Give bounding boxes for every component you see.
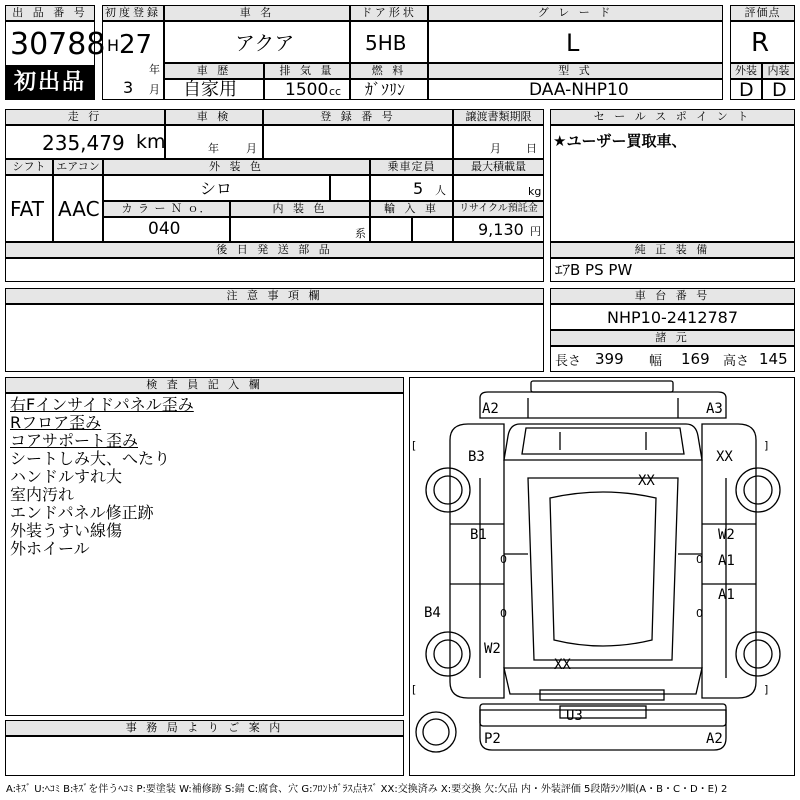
specs-label: 諸 元 <box>550 330 795 346</box>
later-parts-cell <box>5 258 544 282</box>
lot-number: 30788 <box>10 27 106 62</box>
inspection-month-unit: 月 <box>246 142 257 155</box>
height-label: 高さ <box>723 354 750 369</box>
exterior-color: シロ <box>200 179 233 198</box>
import-cell-a <box>370 217 412 242</box>
recycle-deposit: 9,130 <box>478 220 524 239</box>
inspector-note-line: ハンドルすれ大 <box>10 467 123 486</box>
zero-mark-left-lower: 0 <box>500 607 507 620</box>
transfer-deadline-label: 譲渡書類期限 <box>453 109 544 125</box>
sales-point-cell <box>550 125 795 242</box>
shift-cell <box>5 175 53 242</box>
later-parts-label: 後 日 発 送 部 品 <box>5 242 544 258</box>
color-number-label: カ ラ ー Ｎ ｏ． <box>103 201 230 217</box>
inspector-note-line: 右Fインサイドパネル歪み <box>10 395 194 414</box>
exterior-color-label: 外 装 色 <box>103 159 370 175</box>
history-label: 車 歴 <box>164 63 264 79</box>
bracket-right-bottom: ] <box>764 683 769 696</box>
first-registration-label: 初度登録 <box>102 5 164 21</box>
width-value: 169 <box>681 350 710 368</box>
sales-point-text: ★ユーザー買取車、 <box>553 132 687 150</box>
car-name-label: 車 名 <box>164 5 350 21</box>
lot-number-cell <box>5 21 106 66</box>
fuel: ｶﾞｿﾘﾝ <box>365 80 406 99</box>
inspector-note-line: 外装うすい線傷 <box>10 521 123 540</box>
capacity-label: 乗車定員 <box>370 159 453 175</box>
import-label: 輸 入 車 <box>370 201 453 217</box>
bracket-right-top: ] <box>764 439 769 452</box>
displacement-unit: cc <box>329 85 342 98</box>
shift-label: シフト <box>5 159 53 175</box>
grade-label: グ レ ー ド <box>428 5 723 21</box>
grade-cell <box>428 21 723 63</box>
exterior-color-cell <box>103 175 330 201</box>
first-listing-badge: 初出品 <box>5 66 95 100</box>
specs-cell <box>550 346 795 372</box>
era-letter: H <box>107 36 120 55</box>
mileage-cell <box>5 125 165 159</box>
door-type-label: ドア形状 <box>350 5 428 21</box>
dmg-a2-front: A2 <box>482 401 499 417</box>
interior-color-label: 内 装 色 <box>230 201 370 217</box>
fuel-label: 燃 料 <box>350 63 428 79</box>
score: R <box>751 28 770 58</box>
dmg-p2: P2 <box>484 731 501 747</box>
chassis-number-label: 車 台 番 号 <box>550 288 795 304</box>
inspection-year-unit: 年 <box>208 142 219 155</box>
bracket-left-top: [ <box>412 439 417 452</box>
recycle-cell <box>453 217 544 242</box>
inspector-note-line: コアサポート歪み <box>10 431 139 450</box>
aircon-cell <box>53 175 103 242</box>
color-number: 040 <box>148 219 181 239</box>
capacity: 5 <box>413 179 424 198</box>
mileage: 235,479 <box>42 131 125 155</box>
exterior-grade-label: 外装 <box>730 63 762 79</box>
first-registration-cell <box>102 21 164 100</box>
interior-color-suffix: 系 <box>355 227 366 240</box>
dmg-a1-right-lower: A1 <box>718 587 735 603</box>
max-load-unit: kg <box>528 185 542 198</box>
inspector-note-line: 室内汚れ <box>10 485 75 504</box>
recycle-label: リサイクル預託金 <box>453 201 544 217</box>
inspector-note-line: エンドパネル修正跡 <box>10 503 154 522</box>
legend-text: A:ｷｽﾞ U:ﾍｺﾐ B:ｷｽﾞを伴うﾍｺﾐ P:要塗装 W:補修跡 S:錆 C:腐食、穴 G:ﾌﾛﾝﾄｶﾞﾗｽ点ｷｽﾞ XX:交換済み X:要交換 欠:欠品 内・外装評価 5段階ﾗﾝｸ順(A・B・C・D・E) 2 <box>6 784 728 795</box>
dmg-xx-right-front: XX <box>716 449 733 465</box>
capacity-cell <box>370 175 453 201</box>
dmg-b3: B3 <box>468 449 485 465</box>
dmg-b4: B4 <box>424 605 441 621</box>
exterior-grade: D <box>739 79 754 101</box>
car-name-cell <box>164 21 350 63</box>
grade: L <box>566 29 580 57</box>
dmg-w2-right: W2 <box>718 527 735 543</box>
exterior-color-extra <box>330 175 370 201</box>
interior-grade-label: 内装 <box>762 63 795 79</box>
damage-diagram <box>409 377 795 776</box>
interior-grade-cell <box>762 79 795 100</box>
notes-cell <box>5 304 544 372</box>
interior-color-cell <box>230 217 370 242</box>
max-load-cell <box>453 175 544 201</box>
office-notice-cell <box>5 736 404 776</box>
dmg-xx-rear: XX <box>554 657 571 673</box>
aircon: AAC <box>58 197 100 221</box>
interior-grade: D <box>772 79 787 101</box>
dmg-w2-left: W2 <box>484 641 501 657</box>
notes-label: 注 意 事 項 欄 <box>5 288 544 304</box>
lot-number-label: 出 品 番 号 <box>5 5 95 21</box>
door-type-cell <box>350 21 428 63</box>
score-label: 評価点 <box>730 5 795 21</box>
office-notice-label: 事 務 局 よ り ご 案 内 <box>5 720 404 736</box>
dmg-b1: B1 <box>470 527 487 543</box>
chassis-number-cell <box>550 304 795 330</box>
zero-mark-right-upper: 0 <box>696 553 703 566</box>
zero-mark-left-upper: 0 <box>500 553 507 566</box>
inspector-note-line: シートしみ大、へたり <box>10 449 171 468</box>
month-unit: 月 <box>149 83 160 96</box>
dmg-a1-right-upper: A1 <box>718 553 735 569</box>
transfer-month-unit: 月 <box>490 142 501 155</box>
dmg-a2-rear: A2 <box>706 731 723 747</box>
registration-year: 27 <box>119 30 153 60</box>
equipment: ｴｱB PS PW <box>555 261 633 279</box>
score-cell <box>730 21 795 63</box>
mileage-unit: km <box>136 131 166 153</box>
transfer-deadline-cell <box>453 125 544 159</box>
inspector-notes-cell <box>5 393 404 716</box>
inspector-notes-label: 検 査 員 記 入 欄 <box>5 377 404 393</box>
plate-number-cell <box>263 125 453 159</box>
displacement-cell <box>264 79 350 100</box>
history: 自家用 <box>183 79 237 100</box>
inspection-cell <box>165 125 263 159</box>
capacity-unit: 人 <box>435 184 446 197</box>
car-outline-diagram <box>410 378 795 776</box>
year-unit: 年 <box>149 63 160 76</box>
inspector-note-line: Rフロア歪み <box>10 413 102 432</box>
exterior-grade-cell <box>730 79 762 100</box>
inspector-note-line: 外ホイール <box>10 539 90 558</box>
aircon-label: エアコン <box>53 159 103 175</box>
shift: FAT <box>10 197 45 221</box>
height-value: 145 <box>759 350 788 368</box>
equipment-cell <box>550 258 795 282</box>
registration-month: 3 <box>123 78 134 97</box>
chassis-number: NHP10-2412787 <box>607 308 739 327</box>
length-value: 399 <box>595 350 624 368</box>
dmg-xx-roof: XX <box>638 473 655 489</box>
history-cell <box>164 79 264 100</box>
displacement-label: 排 気 量 <box>264 63 350 79</box>
inspector-notes-list <box>10 396 194 558</box>
sales-point-label: セ ー ル ス ポ イ ン ト <box>550 109 795 125</box>
zero-mark-right-lower: 0 <box>696 607 703 620</box>
length-label: 長さ <box>555 354 582 369</box>
model-label: 型 式 <box>428 63 723 79</box>
transfer-day-unit: 日 <box>526 142 537 155</box>
fuel-cell <box>350 79 428 100</box>
inspection-label: 車 検 <box>165 109 263 125</box>
model-code: DAA-NHP10 <box>529 80 629 100</box>
model-cell <box>428 79 723 100</box>
color-number-cell <box>103 217 230 242</box>
dmg-a3-front: A3 <box>706 401 723 417</box>
dmg-u3: U3 <box>566 708 583 724</box>
equipment-label: 純 正 装 備 <box>550 242 795 258</box>
door-type: 5HB <box>365 31 407 55</box>
width-label: 幅 <box>649 354 663 369</box>
mileage-label: 走 行 <box>5 109 165 125</box>
displacement: 1500 <box>285 80 329 100</box>
car-name: アクア <box>235 31 295 55</box>
bracket-left-bottom: [ <box>412 683 417 696</box>
import-cell-b <box>412 217 453 242</box>
plate-number-label: 登 録 番 号 <box>263 109 453 125</box>
max-load-label: 最大積載量 <box>453 159 544 175</box>
recycle-unit: 円 <box>530 225 541 238</box>
